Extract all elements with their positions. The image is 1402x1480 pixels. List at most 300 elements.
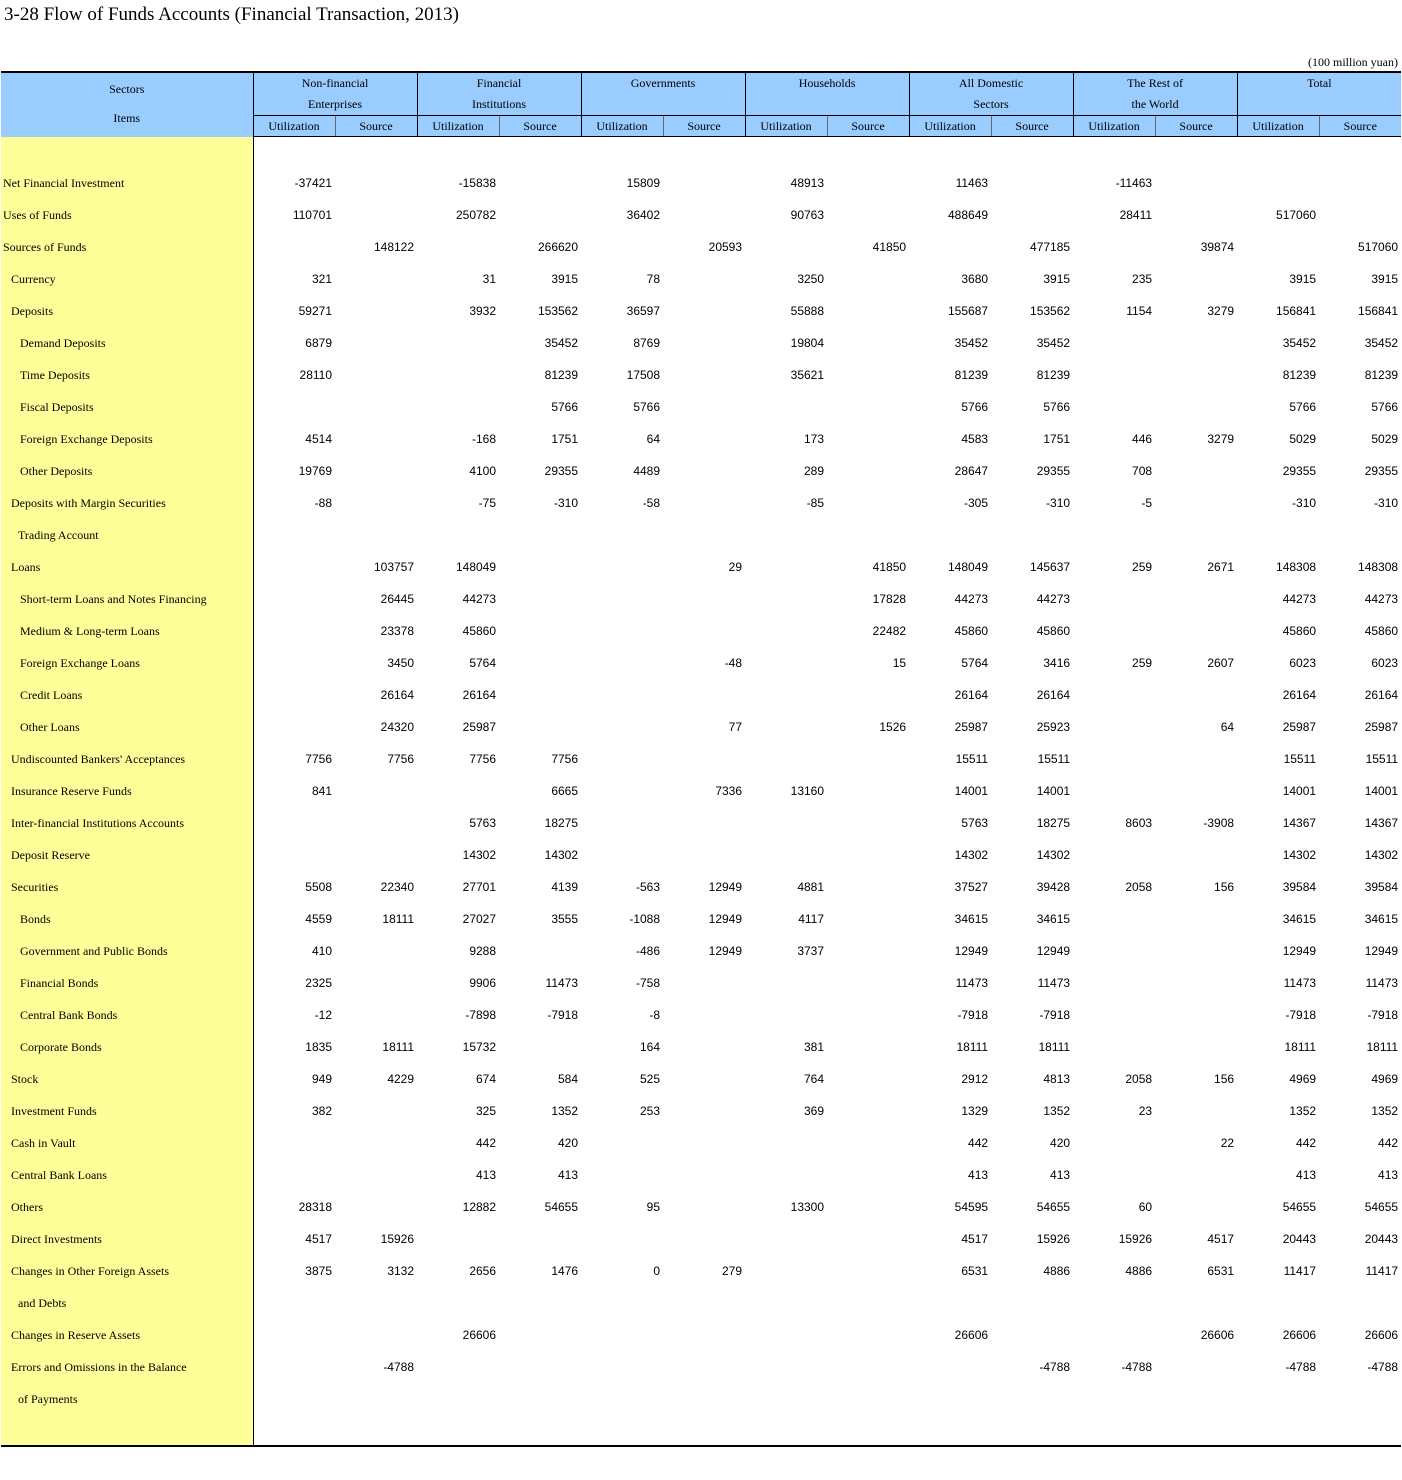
utilization-cell <box>1073 583 1155 615</box>
row-label: Medium & Long-term Loans <box>1 615 253 647</box>
utilization-cell <box>745 711 827 743</box>
source-cell: 18111 <box>1038 1040 1071 1054</box>
utilization-cell <box>253 647 335 679</box>
utilization-cell: 26606 <box>462 1328 497 1342</box>
source-cell: 35452 <box>544 336 579 350</box>
utilization-cell: 39584 <box>1282 880 1317 894</box>
table-row <box>1 167 1401 199</box>
source-header: Source <box>827 116 909 137</box>
source-cell: 148308 <box>1358 560 1399 574</box>
source-cell <box>1155 455 1237 487</box>
source-cell: 11417 <box>1365 1264 1399 1278</box>
source-cell <box>663 1063 745 1095</box>
source-cell <box>1155 199 1237 231</box>
source-cell <box>663 679 745 711</box>
table-row <box>1 1255 1401 1287</box>
utilization-cell: 60 <box>1138 1200 1153 1214</box>
utilization-cell <box>1073 775 1155 807</box>
source-cell <box>335 1159 417 1191</box>
utilization-cell <box>745 1127 827 1159</box>
row-label: Demand Deposits <box>1 327 253 359</box>
row-label: and Debts <box>1 1287 253 1319</box>
utilization-cell: 28318 <box>298 1200 332 1214</box>
row-label: Short-term Loans and Notes Financing <box>1 583 253 615</box>
utilization-cell: -85 <box>806 496 825 510</box>
source-cell <box>663 455 745 487</box>
source-cell: 24320 <box>380 720 415 734</box>
source-cell <box>663 1287 745 1319</box>
source-cell <box>1319 167 1401 199</box>
utilization-header: Utilization <box>745 116 827 137</box>
utilization-cell <box>581 647 663 679</box>
utilization-cell: 18111 <box>956 1040 989 1054</box>
source-cell: 18275 <box>1036 816 1071 830</box>
sectors-items-header <box>1 72 253 137</box>
source-cell: 45860 <box>1036 624 1071 638</box>
source-cell: 77 <box>728 720 743 734</box>
utilization-cell <box>253 1159 335 1191</box>
source-cell <box>991 1319 1073 1351</box>
utilization-cell <box>1073 967 1155 999</box>
utilization-cell: 44273 <box>1282 592 1317 606</box>
source-cell: 44273 <box>1364 592 1399 606</box>
source-cell: 1352 <box>1371 1104 1399 1118</box>
utilization-cell: 19804 <box>790 336 825 350</box>
source-cell <box>499 551 581 583</box>
utilization-cell: 3680 <box>961 272 989 286</box>
source-cell: 17828 <box>872 592 907 606</box>
utilization-cell <box>745 1383 827 1415</box>
utilization-cell <box>417 1351 499 1383</box>
utilization-cell: 11473 <box>1283 976 1317 990</box>
utilization-cell <box>417 1383 499 1415</box>
source-cell: 39428 <box>1036 880 1071 894</box>
row-label: Currency <box>1 263 253 295</box>
row-label: Trading Account <box>1 519 253 551</box>
source-cell: 14001 <box>1036 784 1071 798</box>
utilization-cell: 3250 <box>797 272 825 286</box>
source-cell <box>499 935 581 967</box>
source-cell: 3279 <box>1207 432 1235 446</box>
source-cell <box>827 1319 909 1351</box>
utilization-cell: 45860 <box>462 624 497 638</box>
source-cell <box>1155 263 1237 295</box>
utilization-cell: 381 <box>804 1040 825 1054</box>
utilization-cell: -305 <box>964 496 989 510</box>
source-cell <box>827 295 909 327</box>
source-cell: -4788 <box>1367 1360 1399 1374</box>
sectors-label: Sectors <box>109 82 145 96</box>
utilization-cell: -5 <box>1141 496 1153 510</box>
source-cell <box>335 487 417 519</box>
utilization-cell: 3875 <box>305 1264 332 1278</box>
row-label: Insurance Reserve Funds <box>1 775 253 807</box>
source-cell <box>663 583 745 615</box>
utilization-cell: 410 <box>311 944 332 958</box>
utilization-cell <box>1237 1287 1319 1319</box>
source-cell: 44273 <box>1036 592 1071 606</box>
source-cell: 15511 <box>1037 752 1071 766</box>
sector-header-total: Total <box>1237 72 1401 116</box>
utilization-cell: 0 <box>653 1264 661 1278</box>
utilization-cell: 34615 <box>1282 912 1317 926</box>
source-cell <box>827 1191 909 1223</box>
source-cell: 145637 <box>1030 560 1071 574</box>
source-cell <box>827 1063 909 1095</box>
source-cell: 54655 <box>1036 1200 1071 1214</box>
utilization-cell: 5766 <box>961 400 989 414</box>
utilization-cell <box>581 1319 663 1351</box>
source-cell <box>827 1127 909 1159</box>
source-cell <box>1319 1383 1401 1415</box>
table-row <box>1 519 1401 551</box>
source-cell <box>1155 935 1237 967</box>
table-row <box>1 935 1401 967</box>
source-cell: -310 <box>1046 496 1071 510</box>
source-cell: 6023 <box>1371 656 1399 670</box>
utilization-cell: 5764 <box>469 656 497 670</box>
utilization-cell <box>417 1223 499 1255</box>
utilization-cell <box>417 391 499 423</box>
source-cell <box>335 967 417 999</box>
utilization-cell <box>581 519 663 551</box>
utilization-cell: 54655 <box>1282 1200 1317 1214</box>
source-cell: 26606 <box>1364 1328 1399 1342</box>
utilization-cell: 25987 <box>1282 720 1317 734</box>
source-cell <box>499 711 581 743</box>
source-cell <box>335 455 417 487</box>
source-cell <box>663 839 745 871</box>
utilization-cell <box>1073 743 1155 775</box>
utilization-cell: 4886 <box>1125 1264 1153 1278</box>
utilization-cell: 4117 <box>798 912 825 926</box>
row-label: Errors and Omissions in the Balance <box>1 1351 253 1383</box>
utilization-cell: 1835 <box>305 1040 332 1054</box>
utilization-cell: 488649 <box>948 208 989 222</box>
source-cell: 12949 <box>708 912 743 926</box>
source-cell: 148122 <box>373 240 415 254</box>
utilization-cell: -88 <box>314 496 332 510</box>
utilization-cell: 26164 <box>462 688 497 702</box>
source-cell <box>991 167 1073 199</box>
utilization-cell: 4489 <box>633 464 661 478</box>
utilization-cell: 156841 <box>1276 304 1317 318</box>
utilization-cell <box>1073 359 1155 391</box>
row-label: Cash in Vault <box>1 1127 253 1159</box>
source-cell: 5766 <box>1371 400 1399 414</box>
utilization-cell: -37421 <box>294 176 332 190</box>
utilization-cell: -8 <box>649 1008 661 1022</box>
source-cell <box>663 807 745 839</box>
source-cell <box>1155 1031 1237 1063</box>
row-label: Deposits <box>1 295 253 327</box>
table-row <box>1 711 1401 743</box>
table-row <box>1 1287 1401 1319</box>
utilization-cell <box>581 1223 663 1255</box>
utilization-cell: 11463 <box>955 176 989 190</box>
source-cell <box>1155 775 1237 807</box>
source-cell: 15926 <box>380 1232 415 1246</box>
table-row <box>1 967 1401 999</box>
table-row <box>1 327 1401 359</box>
source-cell <box>827 935 909 967</box>
utilization-cell <box>745 583 827 615</box>
source-cell: 41850 <box>872 560 907 574</box>
source-cell <box>1155 743 1237 775</box>
source-cell <box>663 167 745 199</box>
source-cell: 442 <box>1378 1136 1399 1150</box>
utilization-cell <box>253 615 335 647</box>
utilization-cell: 446 <box>1132 432 1153 446</box>
table-row <box>1 551 1401 583</box>
utilization-cell <box>417 1287 499 1319</box>
utilization-cell: 2058 <box>1125 880 1153 894</box>
source-cell <box>499 1319 581 1351</box>
row-label: Others <box>1 1191 253 1223</box>
utilization-cell <box>581 615 663 647</box>
utilization-cell: 4969 <box>1289 1072 1317 1086</box>
utilization-cell <box>745 1255 827 1287</box>
source-cell <box>335 999 417 1031</box>
utilization-cell: 25987 <box>954 720 989 734</box>
table-row <box>1 743 1401 775</box>
source-cell <box>663 743 745 775</box>
sector-header-households: Households <box>745 72 909 116</box>
source-header: Source <box>499 116 581 137</box>
utilization-cell <box>909 519 991 551</box>
utilization-cell <box>1073 327 1155 359</box>
utilization-cell: 442 <box>475 1136 497 1150</box>
source-cell: 4517 <box>1207 1232 1235 1246</box>
source-cell: 81239 <box>1364 368 1399 382</box>
source-cell <box>827 359 909 391</box>
source-cell: 22482 <box>872 624 907 638</box>
row-label: Central Bank Loans <box>1 1159 253 1191</box>
utilization-cell <box>581 583 663 615</box>
utilization-cell: 148049 <box>455 560 497 574</box>
utilization-cell: 2912 <box>961 1072 989 1086</box>
utilization-cell <box>581 839 663 871</box>
utilization-cell: 27027 <box>462 912 497 926</box>
source-cell <box>1319 519 1401 551</box>
source-cell <box>335 1191 417 1223</box>
utilization-cell: 14001 <box>1282 784 1317 798</box>
source-cell: 18111 <box>1366 1040 1399 1054</box>
utilization-cell: -7918 <box>1285 1008 1317 1022</box>
utilization-cell <box>581 1383 663 1415</box>
source-cell <box>663 615 745 647</box>
utilization-cell <box>1073 1319 1155 1351</box>
utilization-cell: -12 <box>314 1008 332 1022</box>
utilization-cell <box>581 231 663 263</box>
source-cell <box>1155 167 1237 199</box>
utilization-cell: 28411 <box>1119 208 1153 222</box>
row-label: Foreign Exchange Loans <box>1 647 253 679</box>
utilization-cell <box>581 743 663 775</box>
utilization-cell <box>1073 1383 1155 1415</box>
row-label: Other Loans <box>1 711 253 743</box>
source-cell: -7918 <box>1039 1008 1071 1022</box>
utilization-cell <box>253 807 335 839</box>
source-cell: 5029 <box>1371 432 1399 446</box>
source-cell <box>1155 839 1237 871</box>
utilization-cell: 8603 <box>1125 816 1153 830</box>
table-row <box>1 1383 1401 1415</box>
source-cell <box>335 1383 417 1415</box>
utilization-cell: 4881 <box>797 880 825 894</box>
table-row <box>1 455 1401 487</box>
utilization-cell: 259 <box>1132 560 1153 574</box>
utilization-cell <box>581 711 663 743</box>
utilization-cell <box>417 231 499 263</box>
source-cell <box>663 1319 745 1351</box>
source-cell: 153562 <box>1030 304 1071 318</box>
utilization-cell <box>909 1383 991 1415</box>
utilization-cell: 5763 <box>961 816 989 830</box>
source-cell: 3555 <box>551 912 579 926</box>
source-cell: 20443 <box>1364 1232 1399 1246</box>
source-cell <box>663 1351 745 1383</box>
utilization-cell <box>745 1351 827 1383</box>
source-cell: 35452 <box>1364 336 1399 350</box>
source-cell: 54655 <box>1364 1200 1399 1214</box>
source-header: Source <box>1155 116 1237 137</box>
source-cell <box>663 1127 745 1159</box>
row-label: Investment Funds <box>1 1095 253 1127</box>
table-row <box>1 391 1401 423</box>
utilization-cell: 13160 <box>790 784 825 798</box>
utilization-cell <box>253 679 335 711</box>
source-cell <box>499 1223 581 1255</box>
utilization-cell: 2058 <box>1125 1072 1153 1086</box>
table-row <box>1 295 1401 327</box>
source-cell: -7918 <box>547 1008 579 1022</box>
utilization-cell <box>1237 1383 1319 1415</box>
source-cell: 413 <box>1378 1168 1399 1182</box>
utilization-cell: 5029 <box>1289 432 1317 446</box>
source-cell <box>335 423 417 455</box>
utilization-cell: 35452 <box>1282 336 1317 350</box>
source-cell <box>827 1287 909 1319</box>
utilization-cell: 13300 <box>790 1200 825 1214</box>
utilization-cell <box>745 1319 827 1351</box>
utilization-cell: -58 <box>642 496 661 510</box>
source-cell: -48 <box>724 656 743 670</box>
table-row <box>1 1095 1401 1127</box>
utilization-cell <box>253 1351 335 1383</box>
source-cell: 6531 <box>1207 1264 1235 1278</box>
row-label: Net Financial Investment <box>1 167 253 199</box>
source-cell <box>827 1351 909 1383</box>
utilization-cell: -7898 <box>465 1008 497 1022</box>
source-cell <box>991 199 1073 231</box>
source-cell <box>663 359 745 391</box>
utilization-cell <box>1073 231 1155 263</box>
utilization-cell: 289 <box>804 464 825 478</box>
utilization-cell <box>253 711 335 743</box>
table-row <box>1 1351 1401 1383</box>
unit-note: (100 million yuan) <box>1308 55 1398 69</box>
source-cell: 156 <box>1214 880 1235 894</box>
utilization-cell <box>1073 711 1155 743</box>
source-cell <box>827 1095 909 1127</box>
source-cell: 584 <box>558 1072 579 1086</box>
source-cell: 26164 <box>1364 688 1399 702</box>
row-label: Deposits with Margin Securities <box>1 487 253 519</box>
source-cell <box>335 1287 417 1319</box>
utilization-cell: 4100 <box>469 464 497 478</box>
items-label: Items <box>113 111 141 125</box>
source-cell: 14302 <box>1036 848 1071 862</box>
source-cell: 15926 <box>1036 1232 1071 1246</box>
utilization-header: Utilization <box>253 116 335 137</box>
row-label: Foreign Exchange Deposits <box>1 423 253 455</box>
source-cell <box>663 391 745 423</box>
utilization-cell: 1352 <box>1289 1104 1317 1118</box>
source-cell: 3416 <box>1043 656 1071 670</box>
utilization-cell <box>253 231 335 263</box>
source-cell <box>1155 679 1237 711</box>
source-header: Source <box>335 116 417 137</box>
source-cell: 39584 <box>1364 880 1399 894</box>
row-label: Changes in Other Foreign Assets <box>1 1255 253 1287</box>
source-cell <box>827 775 909 807</box>
row-label: Sources of Funds <box>1 231 253 263</box>
utilization-header: Utilization <box>417 116 499 137</box>
source-cell: 12949 <box>708 944 743 958</box>
utilization-cell: 413 <box>968 1168 989 1182</box>
utilization-cell: 1329 <box>961 1104 989 1118</box>
utilization-cell: 37527 <box>954 880 989 894</box>
source-cell: 2671 <box>1207 560 1235 574</box>
row-label: Credit Loans <box>1 679 253 711</box>
source-cell: 7756 <box>387 752 415 766</box>
utilization-cell: 4559 <box>305 912 332 926</box>
table-row <box>1 647 1401 679</box>
source-cell: 64 <box>1220 720 1235 734</box>
utilization-cell: 25987 <box>462 720 497 734</box>
source-cell <box>335 167 417 199</box>
utilization-cell: 12949 <box>954 944 989 958</box>
utilization-cell: 2656 <box>469 1264 497 1278</box>
source-cell: 420 <box>1050 1136 1071 1150</box>
table-row <box>1 903 1401 935</box>
source-cell <box>827 1223 909 1255</box>
source-cell <box>1155 615 1237 647</box>
source-cell <box>827 679 909 711</box>
utilization-cell: 148049 <box>948 560 989 574</box>
utilization-header: Utilization <box>909 116 991 137</box>
utilization-cell: 6023 <box>1289 656 1317 670</box>
utilization-cell: 442 <box>968 1136 989 1150</box>
source-cell: 14302 <box>544 848 579 862</box>
utilization-cell <box>1073 839 1155 871</box>
source-cell: 1476 <box>551 1264 579 1278</box>
source-cell: 25923 <box>1036 720 1071 734</box>
table-row <box>1 359 1401 391</box>
source-cell: 29 <box>728 560 743 574</box>
table-row <box>1 423 1401 455</box>
source-cell: 1751 <box>551 432 579 446</box>
utilization-cell: 8769 <box>633 336 661 350</box>
source-cell: 18111 <box>382 912 415 926</box>
utilization-cell: 64 <box>646 432 661 446</box>
row-label: Loans <box>1 551 253 583</box>
table-row <box>1 679 1401 711</box>
table-row <box>1 999 1401 1031</box>
source-cell <box>1155 1383 1237 1415</box>
source-cell <box>663 487 745 519</box>
